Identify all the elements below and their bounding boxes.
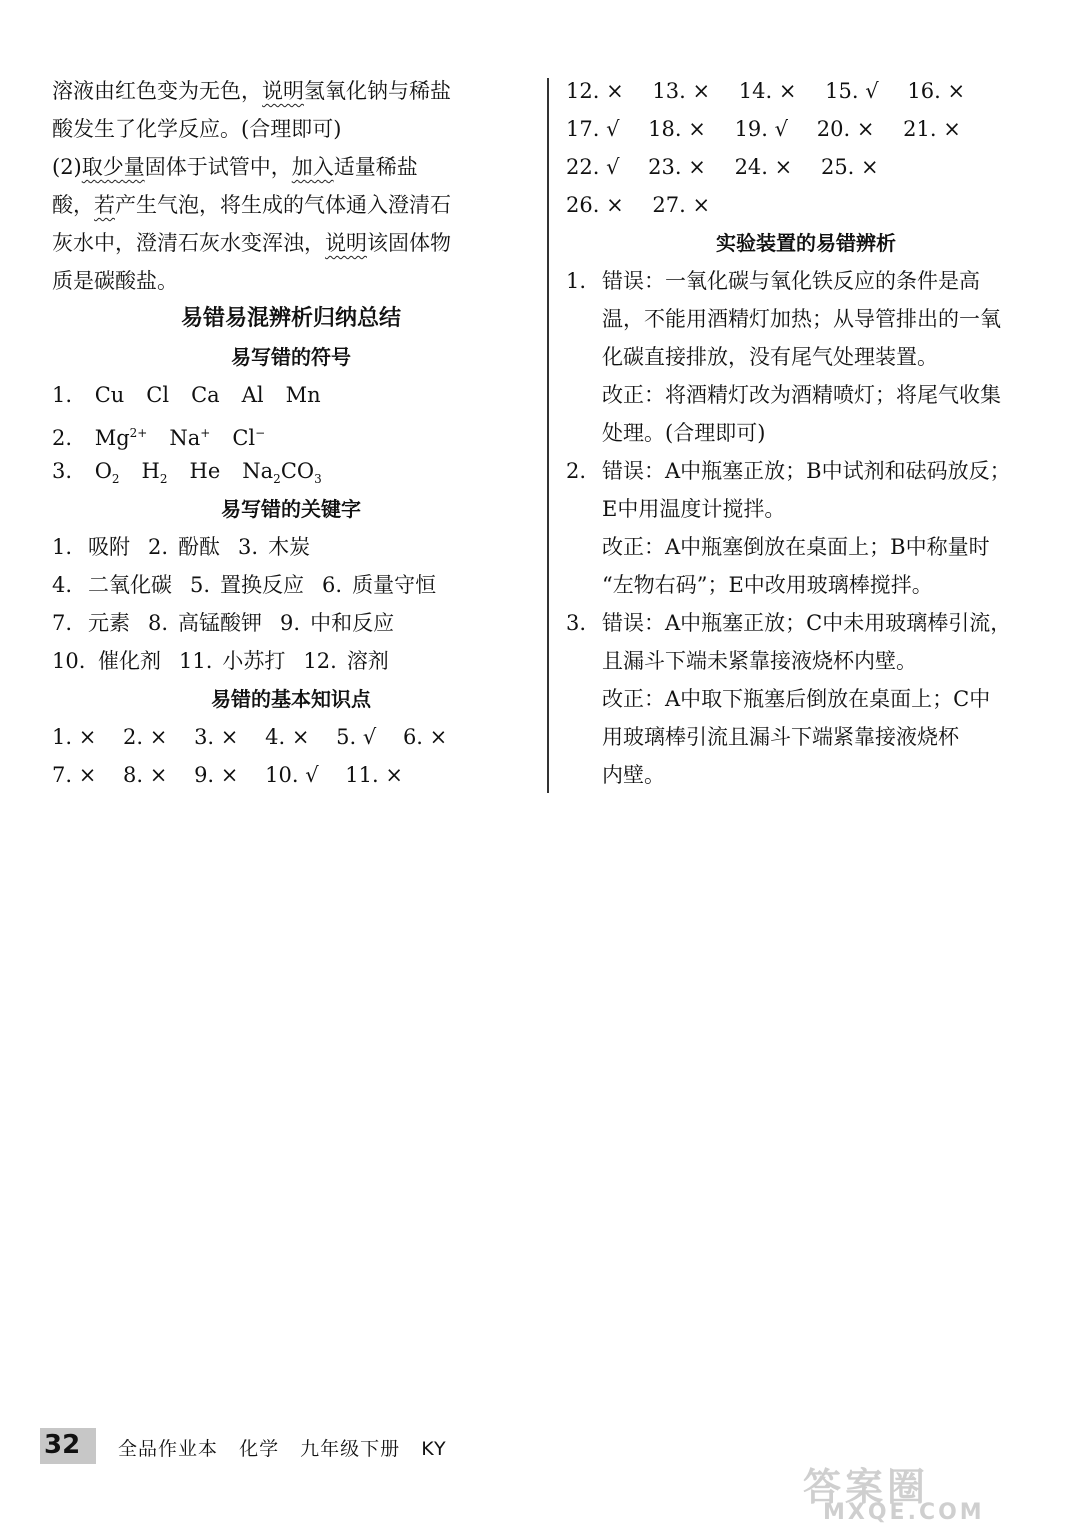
apparatus-item-2-fix-1: 改正：A中瓶塞倒放在桌面上；B中称量时 bbox=[602, 535, 990, 559]
para2-line4: 质是碳酸盐。 bbox=[52, 269, 178, 293]
symbol: Mg bbox=[94, 426, 130, 450]
item-number: 4. bbox=[265, 725, 286, 749]
item-number: 22. bbox=[566, 155, 600, 179]
answers-row-1 bbox=[566, 72, 1046, 110]
item-number: 2. bbox=[52, 426, 73, 450]
basics-row-2 bbox=[52, 756, 530, 794]
mark: × bbox=[291, 725, 310, 749]
symbol: He bbox=[189, 459, 221, 483]
keywords-row-3 bbox=[52, 604, 530, 642]
mark: √ bbox=[774, 117, 789, 141]
item-number: 11. bbox=[345, 763, 379, 787]
section-title-main: 易错易混辨析归纳总结 bbox=[180, 306, 401, 331]
item-number: 14. bbox=[738, 79, 773, 103]
keyword: 木炭 bbox=[268, 535, 311, 559]
apparatus-item-1-err-1 bbox=[566, 262, 1046, 300]
symbol: CO bbox=[280, 459, 315, 483]
item-number: 6. bbox=[402, 725, 423, 749]
mark: × bbox=[943, 117, 961, 141]
item-number: 17. bbox=[566, 117, 600, 141]
symbol: Na bbox=[169, 426, 201, 450]
item-number: 3. bbox=[238, 535, 259, 559]
watermark-logo bbox=[783, 1456, 1043, 1526]
charge: 2+ bbox=[129, 426, 148, 440]
keyword: 中和反应 bbox=[310, 611, 395, 635]
item-number: 1. bbox=[52, 725, 73, 749]
item-number: 19. bbox=[734, 117, 768, 141]
item-number: 13. bbox=[652, 79, 686, 103]
item-number: 20. bbox=[816, 117, 851, 141]
apparatus-item-1-err-3: 化碳直接排放，没有尾气处理装置。 bbox=[602, 345, 938, 369]
symbols-row-3 bbox=[52, 452, 530, 490]
item-number: 6. bbox=[322, 573, 343, 597]
mark: × bbox=[78, 725, 97, 749]
charge: + bbox=[200, 426, 211, 440]
left-column bbox=[52, 72, 530, 794]
item-number: 2. bbox=[566, 459, 587, 483]
item-number: 9. bbox=[194, 763, 215, 787]
mark: × bbox=[861, 155, 879, 179]
mark: × bbox=[606, 79, 624, 103]
section-title-keywords: 易写错的关键字 bbox=[221, 497, 361, 521]
keyword: 小苏打 bbox=[222, 649, 286, 673]
item-number: 12. bbox=[566, 79, 600, 103]
text: 适量稀盐 bbox=[333, 155, 418, 179]
keyword: 二氧化碳 bbox=[88, 573, 172, 597]
para1-line1 bbox=[52, 72, 530, 110]
item-number: 25. bbox=[820, 155, 855, 179]
watermark-top-text: 答案圈 bbox=[803, 1465, 930, 1509]
subscript: 3 bbox=[314, 472, 322, 487]
emphasis-text: 若 bbox=[94, 193, 115, 217]
apparatus-item-2-err-2: E中用温度计搅拌。 bbox=[602, 497, 786, 521]
item-number: 9. bbox=[280, 611, 301, 635]
edition: KY bbox=[421, 1438, 447, 1460]
item-number: 24. bbox=[734, 155, 768, 179]
mark: × bbox=[692, 193, 711, 217]
mark: √ bbox=[305, 763, 319, 787]
item-number: 27. bbox=[652, 193, 686, 217]
apparatus-item-1-fix-1: 改正：将酒精灯改为酒精喷灯；将尾气收集 bbox=[602, 383, 1001, 407]
section-title-symbols: 易写错的符号 bbox=[231, 345, 351, 369]
mark: × bbox=[220, 763, 239, 787]
mark: × bbox=[947, 79, 966, 103]
book-info bbox=[118, 1434, 461, 1461]
symbol: Al bbox=[241, 383, 264, 407]
para1-line2: 酸发生了化学反应。(合理即可) bbox=[52, 117, 342, 141]
item-number: 2. bbox=[148, 535, 169, 559]
item-number: 23. bbox=[648, 155, 682, 179]
mark: × bbox=[774, 155, 793, 179]
item-number: 10. bbox=[265, 763, 299, 787]
mark: × bbox=[688, 155, 706, 179]
section-title-apparatus: 实验装置的易错辨析 bbox=[716, 231, 896, 255]
mark: × bbox=[688, 117, 706, 141]
apparatus-item-1-fix-2: 处理。(合理即可) bbox=[602, 421, 766, 445]
apparatus-item-3-fix-3: 内壁。 bbox=[602, 763, 665, 787]
item-number: 7. bbox=[52, 763, 73, 787]
item-number: 16. bbox=[907, 79, 941, 103]
text: 该固体物 bbox=[367, 231, 451, 255]
text: 错误：A中瓶塞正放；B中试剂和砝码放反； bbox=[602, 459, 1011, 483]
column-divider bbox=[547, 78, 549, 793]
apparatus-item-3-err-1 bbox=[566, 604, 1046, 642]
section-title-basics: 易错的基本知识点 bbox=[211, 687, 371, 711]
watermark-bottom-text: MXQE.COM bbox=[823, 1500, 985, 1525]
item-number: 21. bbox=[903, 117, 937, 141]
item-number: 26. bbox=[566, 193, 600, 217]
apparatus-item-3-fix-1: 改正：A中取下瓶塞后倒放在桌面上；C中 bbox=[602, 687, 991, 711]
item-number: 12. bbox=[303, 649, 337, 673]
subject: 化学 bbox=[239, 1438, 280, 1460]
keywords-row-4 bbox=[52, 642, 530, 680]
subscript: 2 bbox=[159, 472, 168, 487]
grade: 九年级下册 bbox=[300, 1438, 401, 1460]
item-number: 10. bbox=[52, 649, 86, 673]
mark: × bbox=[149, 763, 168, 787]
right-column bbox=[566, 72, 1046, 794]
symbols-row-1 bbox=[52, 376, 530, 414]
keyword: 溶剂 bbox=[346, 649, 389, 673]
item-number: 7. bbox=[52, 611, 73, 635]
text: 错误：A中瓶塞正放；C中未用玻璃棒引流， bbox=[602, 611, 1012, 635]
symbol: Cl bbox=[146, 383, 170, 407]
para2-line3 bbox=[52, 224, 530, 262]
mark: √ bbox=[362, 725, 377, 749]
keyword: 高锰酸钾 bbox=[178, 611, 263, 635]
mark: × bbox=[429, 725, 448, 749]
apparatus-item-3-fix-2: 用玻璃棒引流且漏斗下端紧靠接液烧杯 bbox=[602, 725, 959, 749]
mark: √ bbox=[606, 117, 620, 141]
apparatus-item-1-err-2: 温，不能用酒精灯加热；从导管排出的一氧 bbox=[602, 307, 1001, 331]
item-number: 8. bbox=[123, 763, 144, 787]
book-title: 全品作业本 bbox=[118, 1438, 219, 1460]
mark: √ bbox=[606, 155, 620, 179]
symbol: Na bbox=[242, 459, 274, 483]
keyword: 酚酞 bbox=[178, 535, 221, 559]
answers-row-2 bbox=[566, 110, 1046, 148]
keywords-row-2 bbox=[52, 566, 530, 604]
item-number: 3. bbox=[52, 459, 73, 483]
apparatus-item-2-fix-2: “左物右码”；E中改用玻璃棒搅拌。 bbox=[602, 573, 933, 597]
keyword: 质量守恒 bbox=[352, 573, 437, 597]
emphasis-text: 加入 bbox=[291, 155, 334, 179]
subscript: 2 bbox=[273, 472, 281, 487]
answers-row-4 bbox=[566, 186, 1046, 224]
item-number: 15. bbox=[825, 79, 859, 103]
mark: × bbox=[78, 763, 97, 787]
mark: × bbox=[220, 725, 239, 749]
mark: × bbox=[385, 763, 403, 787]
symbol: Cu bbox=[94, 383, 125, 407]
item-number: 8. bbox=[148, 611, 169, 635]
emphasis-text: 说明 bbox=[325, 231, 367, 255]
symbol: Mn bbox=[285, 383, 321, 407]
mark: × bbox=[149, 725, 168, 749]
charge: − bbox=[255, 426, 266, 440]
subscript: 2 bbox=[111, 472, 120, 487]
symbol: Ca bbox=[191, 383, 220, 407]
item-number: 1. bbox=[52, 535, 73, 559]
apparatus-item-3-err-2: 且漏斗下端未紧靠接液烧杯内壁。 bbox=[602, 649, 917, 673]
symbol: Cl bbox=[232, 426, 256, 450]
mark: × bbox=[778, 79, 797, 103]
text: 产生气泡，将生成的气体通入澄清石 bbox=[115, 193, 451, 217]
text: (2) bbox=[52, 155, 82, 179]
text: 酸， bbox=[52, 193, 94, 217]
apparatus-item-2-err-1 bbox=[566, 452, 1046, 490]
page-number: 32 bbox=[44, 1430, 81, 1460]
keyword: 置换反应 bbox=[220, 573, 305, 597]
item-number: 18. bbox=[648, 117, 682, 141]
mark: × bbox=[606, 193, 624, 217]
text: 错误：一氧化碳与氧化铁反应的条件是高 bbox=[602, 269, 980, 293]
mark: √ bbox=[865, 79, 879, 103]
symbols-row-2 bbox=[52, 414, 530, 452]
basics-row-1 bbox=[52, 718, 530, 756]
item-number: 11. bbox=[179, 649, 213, 673]
keyword: 元素 bbox=[88, 611, 130, 635]
item-number: 5. bbox=[190, 573, 211, 597]
item-number: 1. bbox=[566, 269, 587, 293]
keywords-row-1 bbox=[52, 528, 530, 566]
text: 氢氧化钠与稀盐 bbox=[304, 79, 451, 103]
item-number: 5. bbox=[336, 725, 357, 749]
answers-row-3 bbox=[566, 148, 1046, 186]
mark: × bbox=[692, 79, 711, 103]
symbol: H bbox=[141, 459, 160, 483]
item-number: 3. bbox=[566, 611, 587, 635]
text: 固体于试管中， bbox=[144, 155, 292, 179]
text: 溶液由红色变为无色， bbox=[52, 79, 262, 103]
emphasis-text: 说明 bbox=[262, 79, 304, 103]
keyword: 催化剂 bbox=[98, 649, 161, 673]
emphasis-text: 取少量 bbox=[81, 155, 145, 179]
para2-line2 bbox=[52, 186, 530, 224]
text: 灰水中，澄清石灰水变浑浊， bbox=[52, 231, 325, 255]
item-number: 1. bbox=[52, 383, 73, 407]
para2-line1 bbox=[52, 148, 530, 186]
mark: × bbox=[856, 117, 875, 141]
item-number: 3. bbox=[194, 725, 215, 749]
symbol: O bbox=[94, 459, 112, 483]
item-number: 2. bbox=[123, 725, 144, 749]
keyword: 吸附 bbox=[88, 535, 130, 559]
item-number: 4. bbox=[52, 573, 73, 597]
